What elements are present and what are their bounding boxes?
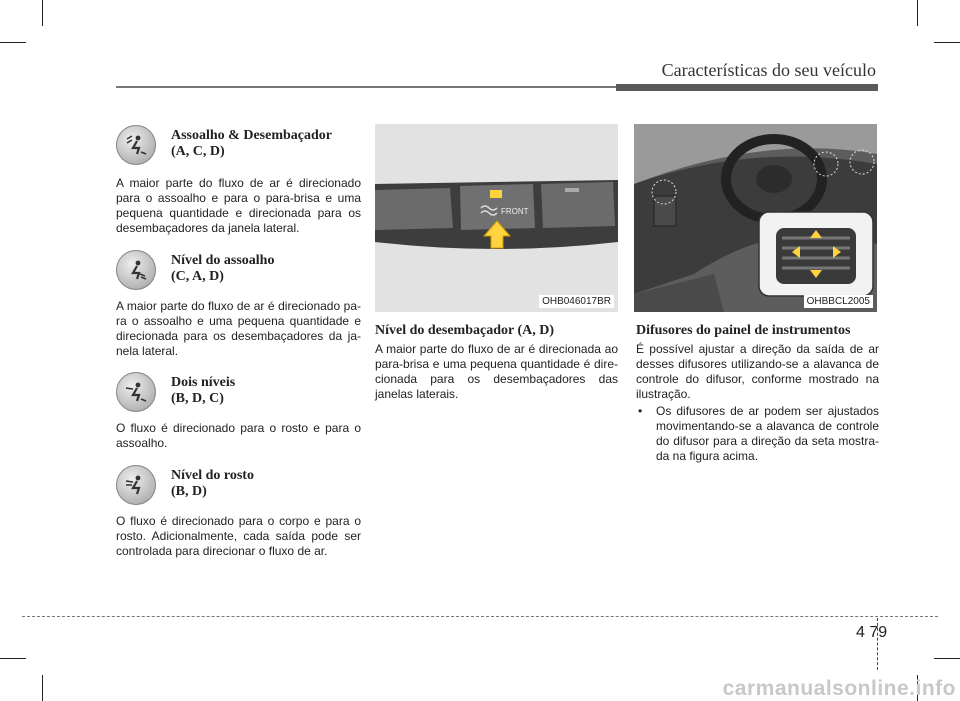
mode-title — [171, 253, 274, 285]
crop-mark — [0, 658, 26, 659]
mode-description: A maior parte do fluxo de ar é direcionado para o assoalho e para o para-brisa e uma pequena quantidade e direcionada para os desembaçadores da janela lateral. — [116, 176, 361, 235]
dashboard-vent-photo — [634, 124, 877, 312]
mode-title-line2: (C, A, D) — [171, 269, 224, 284]
defrost-section-text: A maior parte do fluxo de ar é direcionada ao para-brisa e uma pequena quantidade é dire-cionada para os desembaçadores das janelas laterais. — [375, 342, 618, 401]
mode-title-line1: Nível do rosto — [171, 468, 254, 483]
mode-title-line1: Nível do assoalho — [171, 253, 275, 268]
mode-title-line1: Assoalho & Desembaçador — [171, 128, 332, 143]
defrost-panel-illustration — [375, 124, 618, 312]
bullet-text: Os difusores de ar podem ser ajustados movimentando-se a alavanca de controle do difusor para a direção da seta mostra-da na figura acima. — [656, 404, 879, 463]
mode-face — [116, 460, 361, 560]
header-rule — [116, 86, 616, 88]
mode-description: A maior parte do fluxo de ar é direcionado pa-ra o assoalho e uma pequena quantidade e direcionada para os desembaçadores da ja-nela lateral. — [116, 299, 361, 358]
crop-mark — [0, 42, 26, 43]
mode-title — [171, 468, 254, 500]
crop-mark — [917, 0, 918, 26]
mode-title-line2: (B, D, C) — [171, 391, 224, 406]
defrost-section-title: Nível do desembaçador (A, D) — [375, 323, 555, 338]
dashboard-illustration — [634, 124, 877, 312]
mode-title-line2: (A, C, D) — [171, 144, 225, 159]
mode-title — [171, 375, 235, 407]
mode-floor-defrost — [116, 120, 361, 240]
crop-mark — [42, 675, 43, 701]
mode-title-line2: (B, D) — [171, 484, 207, 499]
vents-section-title: Difusores do painel de instrumentos — [636, 323, 851, 338]
defrost-button-photo — [375, 124, 618, 312]
mode-description: O fluxo é direcionado para o rosto e para o assoalho. — [116, 421, 361, 450]
face-mode-icon — [116, 465, 156, 505]
page-header-title: Características do seu veículo — [661, 60, 876, 80]
bi-level-mode-icon — [116, 372, 156, 412]
page-number: 4 79 — [856, 624, 888, 641]
crop-mark — [934, 42, 960, 43]
mode-bi-level — [116, 367, 361, 457]
front-button-label: FRONT — [501, 207, 529, 216]
photo-code: OHBBCL2005 — [804, 295, 873, 308]
footer-dashed-rule — [22, 616, 938, 617]
floor-defrost-mode-icon — [116, 125, 156, 165]
crop-mark — [42, 0, 43, 26]
floor-mode-icon — [116, 250, 156, 290]
mode-title — [171, 128, 332, 160]
mode-description: O fluxo é direcionado para o corpo e para o rosto. Adicionalmente, cada saída pode ser controlada para direcionar o fluxo de ar. — [116, 514, 361, 558]
vents-bullet — [636, 404, 879, 468]
modes-column — [116, 120, 361, 560]
mode-title-line1: Dois níveis — [171, 375, 236, 390]
bullet-mark: • — [638, 404, 643, 418]
watermark: carmanualsonline.info — [722, 677, 956, 700]
vents-section-text: É possível ajustar a direção da saída de ar desses difusores utilizando-se a alavanca de controle do difusor, conforme mostrado na ilustração. — [636, 342, 879, 401]
crop-mark — [934, 658, 960, 659]
header-bar — [616, 84, 878, 91]
photo-code: OHB046017BR — [539, 295, 614, 308]
footer-vertical-dash — [877, 618, 878, 670]
mode-floor — [116, 245, 361, 358]
